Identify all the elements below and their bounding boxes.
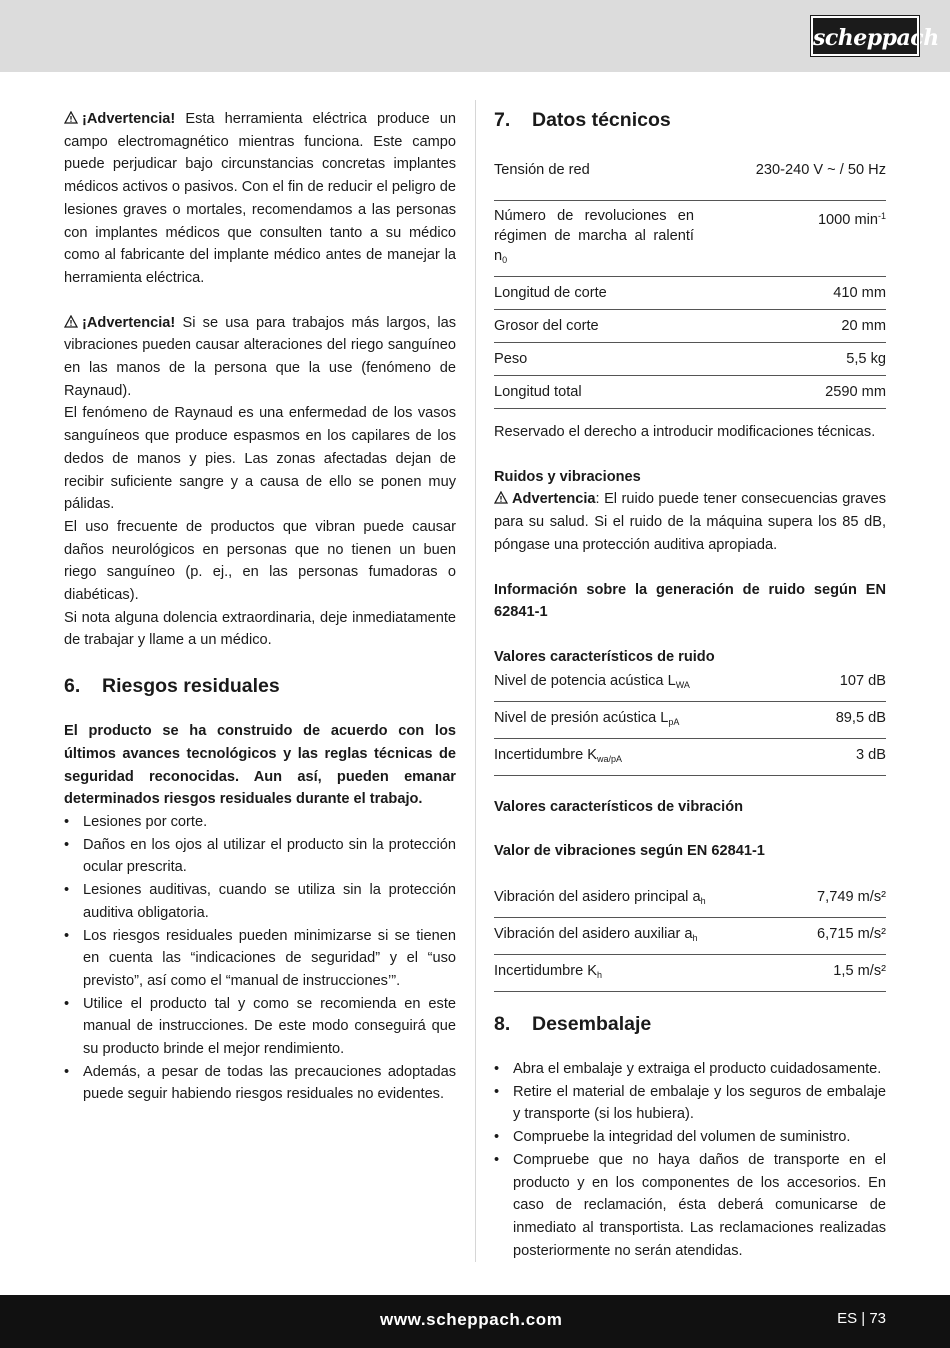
- row-label-text: Vibración del asidero principal a: [494, 889, 701, 906]
- row-label: [494, 961, 833, 985]
- list-item: • Utilice el producto tal y como se recomienda en este manual de instrucciones. De este modo conseguirá que su producto brinde el mejor rendimiento.: [64, 993, 456, 1061]
- row-value: 410 mm: [833, 285, 886, 301]
- warning-emf: [64, 108, 456, 290]
- warning-triangle-icon: [64, 315, 78, 328]
- warning-triangle-icon: [494, 491, 508, 504]
- language-code: ES: [837, 1310, 858, 1327]
- row-value: 107 dB: [839, 672, 886, 689]
- list-item: • Compruebe que no haya daños de transporte en el producto y en los componentes de los accesorios. En caso de reclamación, ésta deberá comunicarse de inmediato al transportista. Las reclamaciones realizadas posteriormente no serán atendidas.: [494, 1149, 886, 1263]
- row-label: Peso: [494, 351, 528, 367]
- row-label: [494, 745, 856, 769]
- residual-risks-list: [64, 811, 456, 1106]
- website-link[interactable]: www.scheppach.com: [380, 1310, 563, 1329]
- section-8-heading: [494, 1012, 886, 1036]
- row-label-sub: h: [597, 970, 603, 981]
- noise-warning: [494, 488, 886, 556]
- row-value: 1,5 m/s²: [833, 963, 886, 980]
- row-label-text: Incertidumbre K: [494, 963, 598, 980]
- row-label: [494, 206, 694, 270]
- row-label: Longitud de corte: [494, 285, 607, 301]
- row-value-sup: -1: [877, 211, 886, 221]
- row-label: Longitud total: [494, 384, 582, 400]
- list-item: • Lesiones por corte.: [64, 811, 456, 834]
- row-value: 20 mm: [841, 318, 886, 334]
- section-title: Riesgos residuales: [102, 675, 280, 698]
- row-label-text: Incertidumbre K: [494, 746, 598, 763]
- row-label-sub: wa/pA: [597, 753, 623, 764]
- row-label: [494, 708, 836, 732]
- row-label-sub: pA: [668, 716, 680, 727]
- paragraph-discomfort: Si nota alguna dolencia extraordinaria, deje inmediatamente de trabajar y llame a un médico.: [64, 609, 456, 649]
- table-row: [494, 955, 886, 992]
- paragraph-frequent-use: El uso frecuente de productos que vibran puede causar daños neurológicos en personas que no tienen un buen riego sanguíneo (p. ej., en las personas fumadoras o diabéticas).: [64, 518, 456, 604]
- left-column: [64, 108, 456, 1106]
- row-label: Tensión de red: [494, 162, 590, 178]
- list-item: • Además, a pesar de todas las precauciones adoptadas puede seguir habiendo riesgos residuales no evidentes.: [64, 1061, 456, 1106]
- row-value: 7,749 m/s²: [817, 889, 886, 906]
- row-label-text: Número de revoluciones en régimen de marcha al ralentí n: [494, 208, 694, 264]
- table-row: [494, 343, 886, 376]
- page-indicator: ES | 73: [837, 1310, 886, 1327]
- table-row: [494, 702, 886, 739]
- section-title: Datos técnicos: [532, 109, 671, 131]
- noise-values-heading: Valores característicos de ruido: [494, 648, 715, 665]
- row-value: 89,5 dB: [835, 709, 886, 726]
- section-number: 8.: [494, 1013, 511, 1036]
- warning-vibration: [64, 312, 456, 403]
- section-number: 6.: [64, 675, 81, 698]
- row-value-text: 1000 min: [817, 212, 878, 228]
- row-label-sub: h: [692, 933, 698, 944]
- brand-logo: scheppach: [811, 16, 919, 56]
- row-value: 6,715 m/s²: [817, 926, 886, 943]
- vibration-standard-heading: Valor de vibraciones según EN 62841-1: [494, 843, 765, 860]
- row-value: [818, 206, 886, 270]
- table-row: [494, 152, 886, 201]
- row-label: [494, 924, 817, 948]
- vibration-table: [494, 881, 886, 992]
- noise-table: [494, 669, 886, 776]
- table-row: [494, 669, 886, 702]
- row-label-text: Nivel de presión acústica L: [494, 709, 669, 726]
- list-item: • Los riesgos residuales pueden minimizarse si se tienen en cuenta las “indicaciones de seguridad” y el “uso previsto”, así como el “manual de instrucciones’”.: [64, 925, 456, 993]
- table-row: [494, 918, 886, 955]
- row-label-sub: h: [700, 896, 706, 907]
- row-value: 2590 mm: [825, 384, 886, 400]
- row-label: [494, 671, 840, 695]
- unpacking-list: [494, 1058, 886, 1262]
- row-label-sub: 0: [502, 255, 508, 265]
- noise-info-heading: Información sobre la generación de ruido según EN 62841-1: [494, 581, 886, 621]
- section-number: 7.: [494, 109, 511, 131]
- table-row: [494, 201, 886, 277]
- warning-label: Advertencia: [512, 491, 596, 508]
- warning-label: ¡Advertencia!: [82, 111, 176, 127]
- table-row: [494, 277, 886, 310]
- list-item: • Compruebe la integridad del volumen de suministro.: [494, 1126, 886, 1149]
- footer-bar: [0, 1295, 950, 1348]
- section-6-heading: [64, 674, 456, 698]
- row-label: Grosor del corte: [494, 318, 599, 334]
- vibration-values-heading: Valores característicos de vibración: [494, 798, 744, 815]
- row-label-text: Nivel de potencia acústica L: [494, 672, 676, 689]
- page-number: 73: [869, 1310, 886, 1327]
- table-row: [494, 739, 886, 776]
- tech-data-table: [494, 152, 886, 409]
- table-row: [494, 310, 886, 343]
- warning-triangle-icon: [64, 111, 78, 124]
- warning-label: ¡Advertencia!: [82, 314, 176, 331]
- row-value: 5,5 kg: [846, 351, 886, 367]
- warning-text: Si se usa para trabajos más largos, las vibraciones pueden causar alteraciones del riego sanguíneo en las manos de la persona que la use (fenómeno de Raynaud).: [64, 314, 456, 399]
- column-divider: [475, 100, 476, 1262]
- warning-text: Esta herramienta eléctrica produce un campo electromagnético mientras funciona. Este campo puede perjudicar bajo circunstancias concretas implantes médicos activos o pasivos. Con el fin de reducir el peligro de lesiones graves o mortales, recomendamos a las personas con implantes médicos que consulten tanto a su médico como al fabricante del implante médico antes de manejar la herramienta eléctrica.: [64, 111, 456, 286]
- right-column: [494, 108, 886, 1262]
- section-6-intro: El producto se ha construido de acuerdo con los últimos avances tecnológicos y las reglas técnicas de seguridad reconocidas. Aun así, pueden emanar determinados riesgos residuales durante el trabajo.: [64, 723, 456, 808]
- row-label-sub: WA: [675, 679, 690, 690]
- list-item: • Abra el embalaje y extraiga el producto cuidadosamente.: [494, 1058, 886, 1081]
- section-title: Desembalaje: [532, 1013, 652, 1036]
- row-label: [494, 887, 817, 911]
- reserved-note: Reservado el derecho a introducir modificaciones técnicas.: [494, 424, 876, 440]
- paragraph-raynaud: El fenómeno de Raynaud es una enfermedad de los vasos sanguíneos que produce espasmos en los capilares de los dedos de manos y pies. Las zonas afectadas dejan de recibir suficiente sangre y a causa de ello se ponen muy pálidas.: [64, 405, 456, 513]
- list-item: • Daños en los ojos al utilizar el producto sin la protección ocular prescrita.: [64, 834, 456, 879]
- table-row: [494, 881, 886, 918]
- list-item: • Lesiones auditivas, cuando se utiliza sin la protección auditiva obligatoria.: [64, 879, 456, 924]
- warning-text: : El ruido puede tener consecuencias graves para su salud. Si el ruido de la máquina supera los 85 dB, póngase una protección auditiva apropiada.: [494, 491, 886, 553]
- noise-vibration-heading: Ruidos y vibraciones: [494, 468, 641, 485]
- header-bar: [0, 0, 950, 72]
- section-7-heading: [494, 108, 886, 132]
- table-row: [494, 376, 886, 409]
- row-label-text: Vibración del asidero auxiliar a: [494, 926, 693, 943]
- row-value: 3 dB: [855, 746, 886, 763]
- list-item: • Retire el material de embalaje y los seguros de embalaje y transporte (si los hubiera).: [494, 1081, 886, 1126]
- row-value: 230-240 V ~ / 50 Hz: [755, 162, 886, 178]
